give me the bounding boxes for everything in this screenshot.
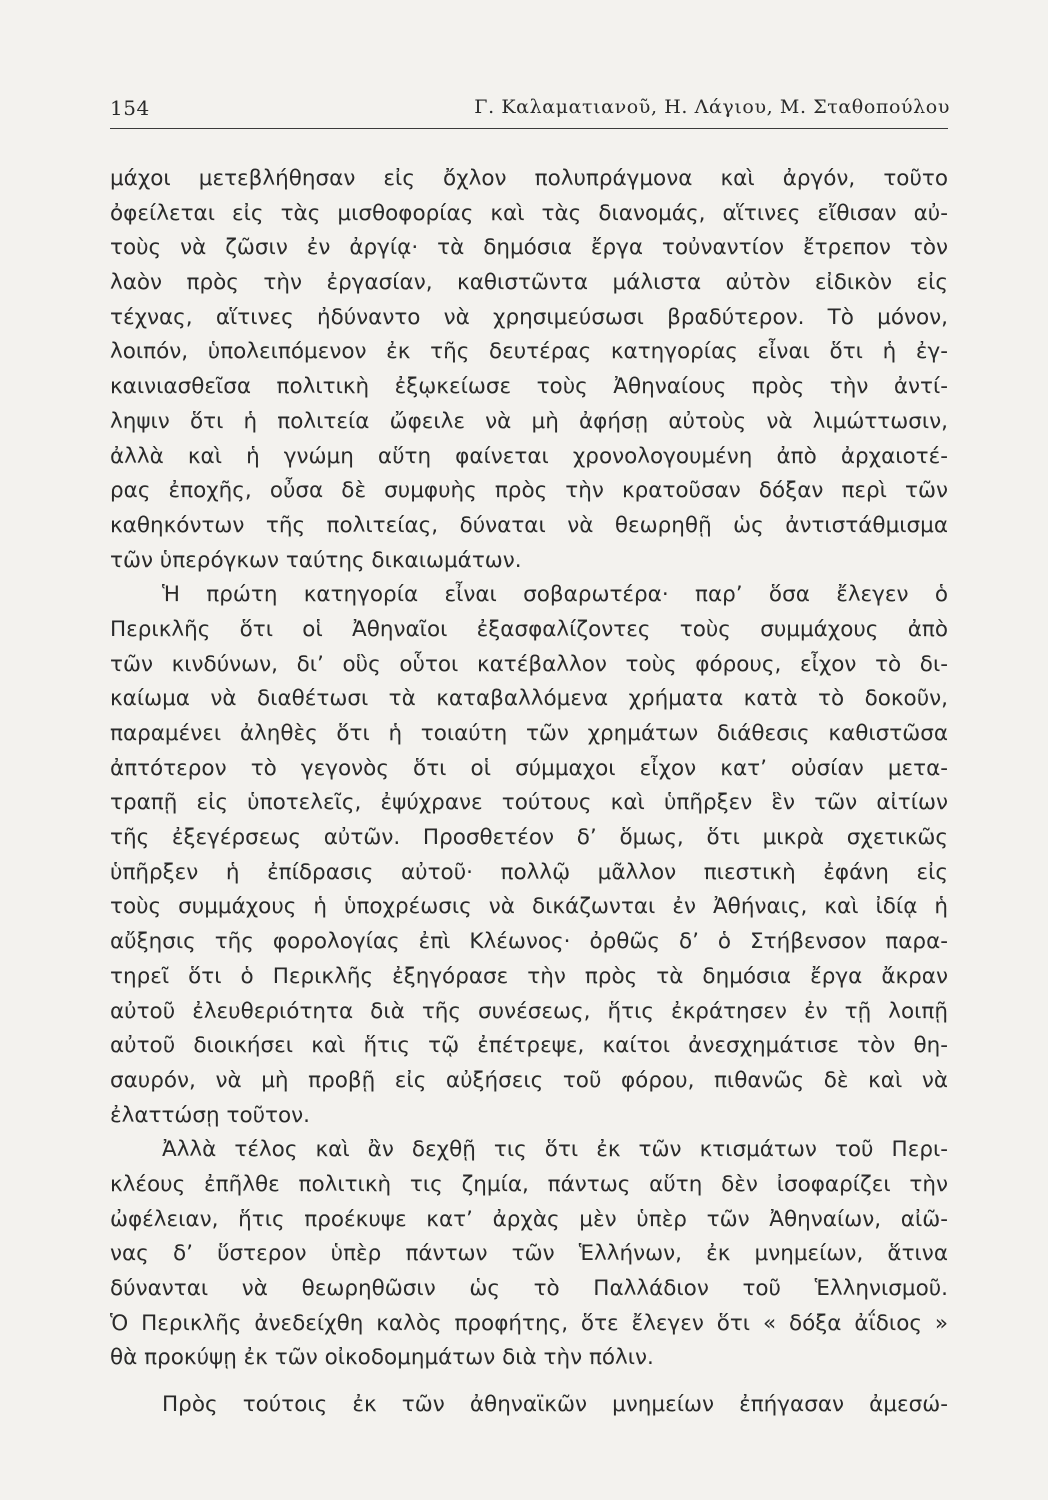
text-line: καθηκόντων τῆς πολιτείας, δύναται νὰ θεωρηθῇ ὡς ἀντιστάθμισμα bbox=[110, 512, 948, 538]
text-line: καίωμα νὰ διαθέτωσι τὰ καταβαλλόμενα χρήματα κατὰ τὸ δοκοῦν, bbox=[110, 686, 948, 712]
text-line: λοιπόν, ὑπολειπόμενον ἐκ τῆς δευτέρας κατηγορίας εἶναι ὅτι ἡ ἐγ- bbox=[110, 339, 948, 365]
page-number: 154 bbox=[110, 96, 150, 120]
text-line: λαὸν πρὸς τὴν ἐργασίαν, καθιστῶντα μάλιστα αὐτὸν εἰδικὸν εἰς bbox=[110, 270, 948, 296]
text-line: αὐτοῦ ἐλευθεριότητα διὰ τῆς συνέσεως, ἥτις ἐκράτησεν ἐν τῇ λοιπῇ bbox=[110, 998, 948, 1024]
page-header bbox=[110, 96, 950, 130]
text-line: αὔξησις τῆς φορολογίας ἐπὶ Κλέωνος· ὀρθῶς δ’ ὁ Στήβενσον παρα- bbox=[110, 929, 948, 955]
text-line: Ἀλλὰ τέλος καὶ ἂν δεχθῇ τις ὅτι ἐκ τῶν κτισμάτων τοῦ Περι- bbox=[162, 1137, 948, 1163]
running-head: Γ. Καλαματιανοῦ, Η. Λάγιου, Μ. Σταθοπούλου bbox=[474, 96, 950, 118]
text-line: Ὁ Περικλῆς ἀνεδείχθη καλὸς προφήτης, ὅτε ἔλεγεν ὅτι « δόξα ἀΐδιος » bbox=[110, 1310, 948, 1336]
paragraph bbox=[110, 1133, 948, 1376]
paragraph bbox=[110, 578, 948, 1133]
text-line: ὑπῆρξεν ἡ ἐπίδρασις αὐτοῦ· πολλῷ μᾶλλον πιεστικὴ ἐφάνη εἰς bbox=[110, 859, 948, 885]
text-line: τραπῇ εἰς ὑποτελεῖς, ἐψύχρανε τούτους καὶ ὑπῆρξεν ἓν τῶν αἰτίων bbox=[110, 790, 948, 816]
text-line: τῶν κινδύνων, δι’ οὓς οὗτοι κατέβαλλον τοὺς φόρους, εἶχον τὸ δι- bbox=[110, 651, 948, 677]
header-rule bbox=[110, 128, 948, 129]
text-line: ληψιν ὅτι ἡ πολιτεία ὤφειλε νὰ μὴ ἀφήσῃ αὐτοὺς νὰ λιμώττωσιν, bbox=[110, 408, 948, 434]
text-line: ὠφέλειαν, ἥτις προέκυψε κατ’ ἀρχὰς μὲν ὑπὲρ τῶν Ἀθηναίων, αἰῶ- bbox=[110, 1206, 948, 1232]
text-line: τοὺς νὰ ζῶσιν ἐν ἀργίᾳ· τὰ δημόσια ἔργα τοὐναντίον ἔτρεπον τὸν bbox=[110, 235, 948, 261]
text-line: αὐτοῦ διοικήσει καὶ ἥτις τῷ ἐπέτρεψε, καίτοι ἀνεσχημάτισε τὸν θη- bbox=[110, 1033, 948, 1059]
body-text bbox=[110, 162, 948, 1423]
text-line: τῶν ὑπερόγκων ταύτης δικαιωμάτων. bbox=[110, 547, 522, 573]
text-line: νας δ’ ὕστερον ὑπὲρ πάντων τῶν Ἑλλήνων, ἐκ μνημείων, ἅτινα bbox=[110, 1241, 948, 1267]
text-line: δύνανται νὰ θεωρηθῶσιν ὡς τὸ Παλλάδιον τοῦ Ἑλληνισμοῦ. bbox=[110, 1276, 948, 1301]
text-line: μάχοι μετεβλήθησαν εἰς ὄχλον πολυπράγμονα καὶ ἀργόν, τοῦτο bbox=[110, 166, 948, 191]
text-line: τῆς ἐξεγέρσεως αὐτῶν. Προσθετέον δ’ ὅμως, ὅτι μικρὰ σχετικῶς bbox=[110, 825, 948, 851]
text-line: σαυρόν, νὰ μὴ προβῇ εἰς αὐξήσεις τοῦ φόρου, πιθανῶς δὲ καὶ νὰ bbox=[110, 1067, 948, 1093]
text-line: Πρὸς τούτοις ἐκ τῶν ἀθηναϊκῶν μνημείων ἐπήγασαν ἀμεσώ- bbox=[162, 1392, 948, 1418]
text-line: καινιασθεῖσα πολιτικὴ ἐξῳκείωσε τοὺς Ἀθηναίους πρὸς τὴν ἀντί- bbox=[110, 374, 948, 400]
text-line: τοὺς συμμάχους ἡ ὑποχρέωσις νὰ δικάζωνται ἐν Ἀθήναις, καὶ ἰδίᾳ ἡ bbox=[110, 894, 948, 920]
text-line: ἀπτότερον τὸ γεγονὸς ὅτι οἱ σύμμαχοι εἶχον κατ’ οὐσίαν μετα- bbox=[110, 755, 948, 781]
text-line: ρας ἐποχῆς, οὖσα δὲ συμφυὴς πρὸς τὴν κρατοῦσαν δόξαν περὶ τῶν bbox=[110, 478, 948, 504]
text-line: ἐλαττώσῃ τοῦτον. bbox=[110, 1102, 310, 1128]
paragraph bbox=[110, 162, 948, 578]
text-line: παραμένει ἀληθὲς ὅτι ἡ τοιαύτη τῶν χρημάτων διάθεσις καθιστῶσα bbox=[110, 721, 948, 746]
text-line: ὀφείλεται εἰς τὰς μισθοφορίας καὶ τὰς διανομάς, αἵτινες εἴθισαν αὐ- bbox=[110, 200, 948, 226]
paragraph bbox=[110, 1388, 948, 1423]
text-line: τέχνας, αἵτινες ἠδύναντο νὰ χρησιμεύσωσι βραδύτερον. Τὸ μόνον, bbox=[110, 304, 948, 330]
text-line: ἀλλὰ καὶ ἡ γνώμη αὕτη φαίνεται χρονολογουμένη ἀπὸ ἀρχαιοτέ- bbox=[110, 443, 948, 469]
text-line: τηρεῖ ὅτι ὁ Περικλῆς ἐξηγόρασε τὴν πρὸς τὰ δημόσια ἔργα ἄκραν bbox=[110, 963, 948, 989]
text-line: θὰ προκύψῃ ἐκ τῶν οἰκοδομημάτων διὰ τὴν πόλιν. bbox=[110, 1345, 654, 1371]
text-line: Ἡ πρώτη κατηγορία εἶναι σοβαρωτέρα· παρ’ ὅσα ἔλεγεν ὁ bbox=[162, 582, 948, 608]
text-line: κλέους ἐπῆλθε πολιτικὴ τις ζημία, πάντως αὕτη δὲν ἰσοφαρίζει τὴν bbox=[110, 1171, 948, 1197]
text-line: Περικλῆς ὅτι οἱ Ἀθηναῖοι ἐξασφαλίζοντες τοὺς συμμάχους ἀπὸ bbox=[110, 616, 948, 642]
